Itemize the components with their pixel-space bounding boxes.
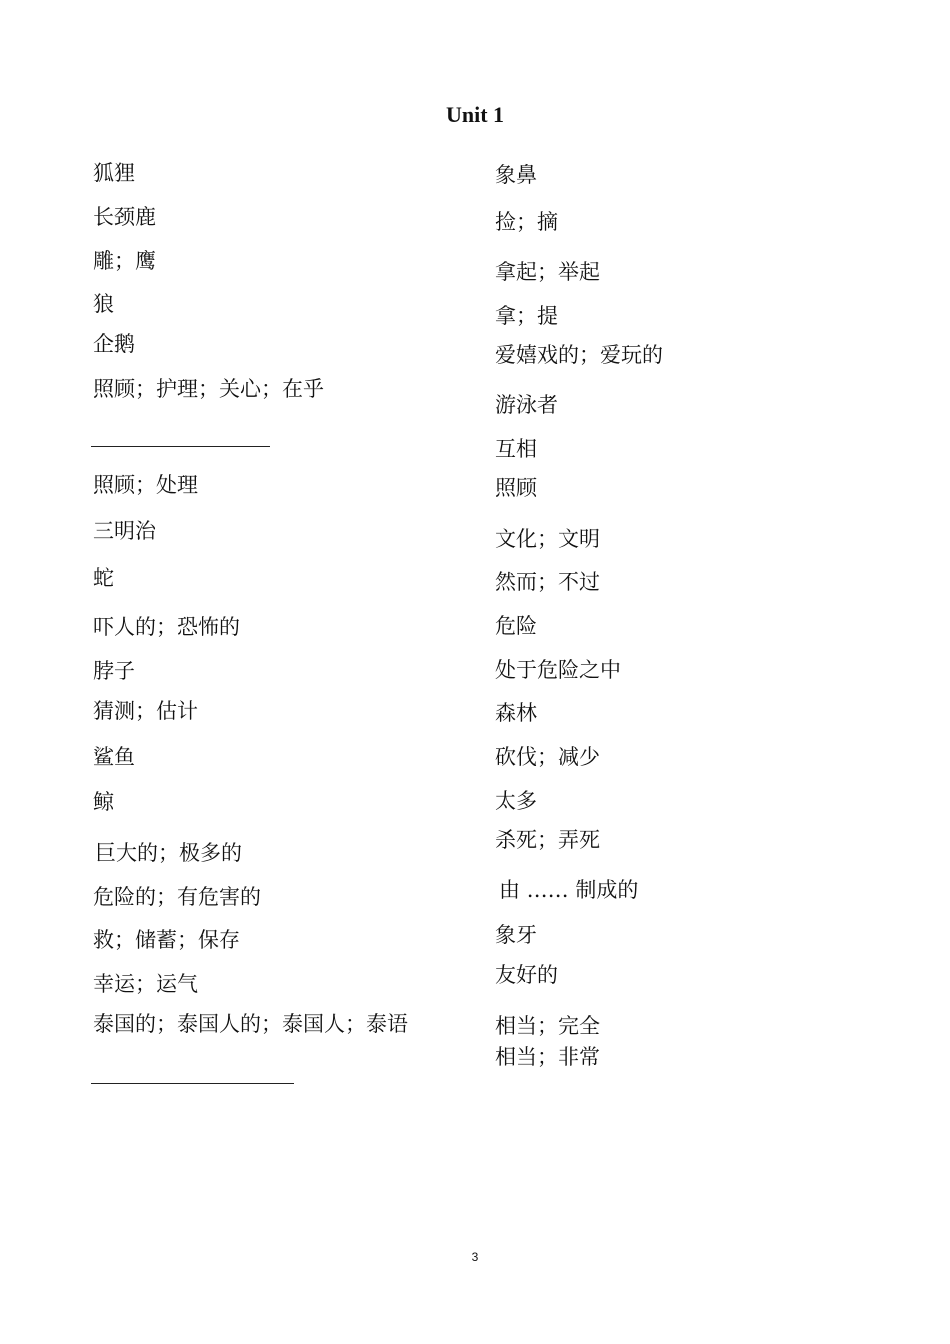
vocab-entry: 危险的；有危害的 [93, 885, 261, 909]
vocab-entry: 狐狸 [93, 161, 135, 185]
vocab-entry: 处于危险之中 [495, 658, 621, 682]
vocab-entry: 砍伐；减少 [495, 745, 600, 769]
page-title: Unit 1 [445, 102, 505, 127]
vocab-entry: 雕；鹰 [93, 249, 156, 273]
vocab-entry: 蛇 [93, 566, 114, 590]
vocab-entry: 鲨鱼 [93, 745, 135, 769]
vocab-entry: 鲸 [93, 790, 114, 814]
vocab-entry: 象鼻 [495, 163, 537, 187]
vocab-entry: 相当；完全 [495, 1014, 600, 1038]
vocab-entry: 文化；文明 [495, 527, 600, 551]
vocab-entry: 脖子 [93, 659, 135, 683]
vocab-entry: 爱嬉戏的；爱玩的 [495, 343, 663, 367]
vocab-entry: 救；储蓄；保存 [93, 928, 240, 952]
vocab-entry: 太多 [495, 789, 537, 813]
vocab-entry: 拿起；举起 [495, 260, 600, 284]
vocab-entry: 狼 [93, 292, 114, 316]
vocab-entry: 照顾；处理 [93, 473, 198, 497]
vocab-entry: 三明治 [93, 519, 156, 543]
vocab-entry: 相当；非常 [495, 1045, 600, 1069]
vocab-entry: 照顾 [495, 476, 537, 500]
vocab-entry: 幸运；运气 [93, 972, 198, 996]
blank-line [91, 1083, 294, 1084]
vocab-entry: 友好的 [495, 963, 558, 987]
vocab-entry: 拿；提 [495, 304, 558, 328]
vocab-entry: 然而；不过 [495, 570, 600, 594]
vocab-entry: 由 …… 制成的 [499, 878, 639, 902]
vocab-entry: 长颈鹿 [93, 205, 156, 229]
page-number: 3 [471, 1250, 479, 1264]
vocab-entry: 吓人的；恐怖的 [93, 615, 240, 639]
vocab-entry: 捡；摘 [495, 210, 558, 234]
vocab-entry: 森林 [495, 701, 537, 725]
vocab-entry: 照顾；护理；关心；在乎 [93, 377, 324, 401]
vocab-entry: 杀死；弄死 [495, 828, 600, 852]
vocab-entry: 泰国的；泰国人的；泰国人；泰语 [93, 1012, 408, 1036]
blank-line [91, 446, 270, 447]
vocab-entry: 游泳者 [495, 393, 558, 417]
vocab-entry: 猜测；估计 [93, 699, 198, 723]
vocab-entry: 企鹅 [93, 332, 135, 356]
vocab-entry: 巨大的；极多的 [95, 841, 242, 865]
vocab-entry: 互相 [495, 437, 537, 461]
vocab-entry: 象牙 [495, 923, 537, 947]
vocab-entry: 危险 [495, 614, 537, 638]
